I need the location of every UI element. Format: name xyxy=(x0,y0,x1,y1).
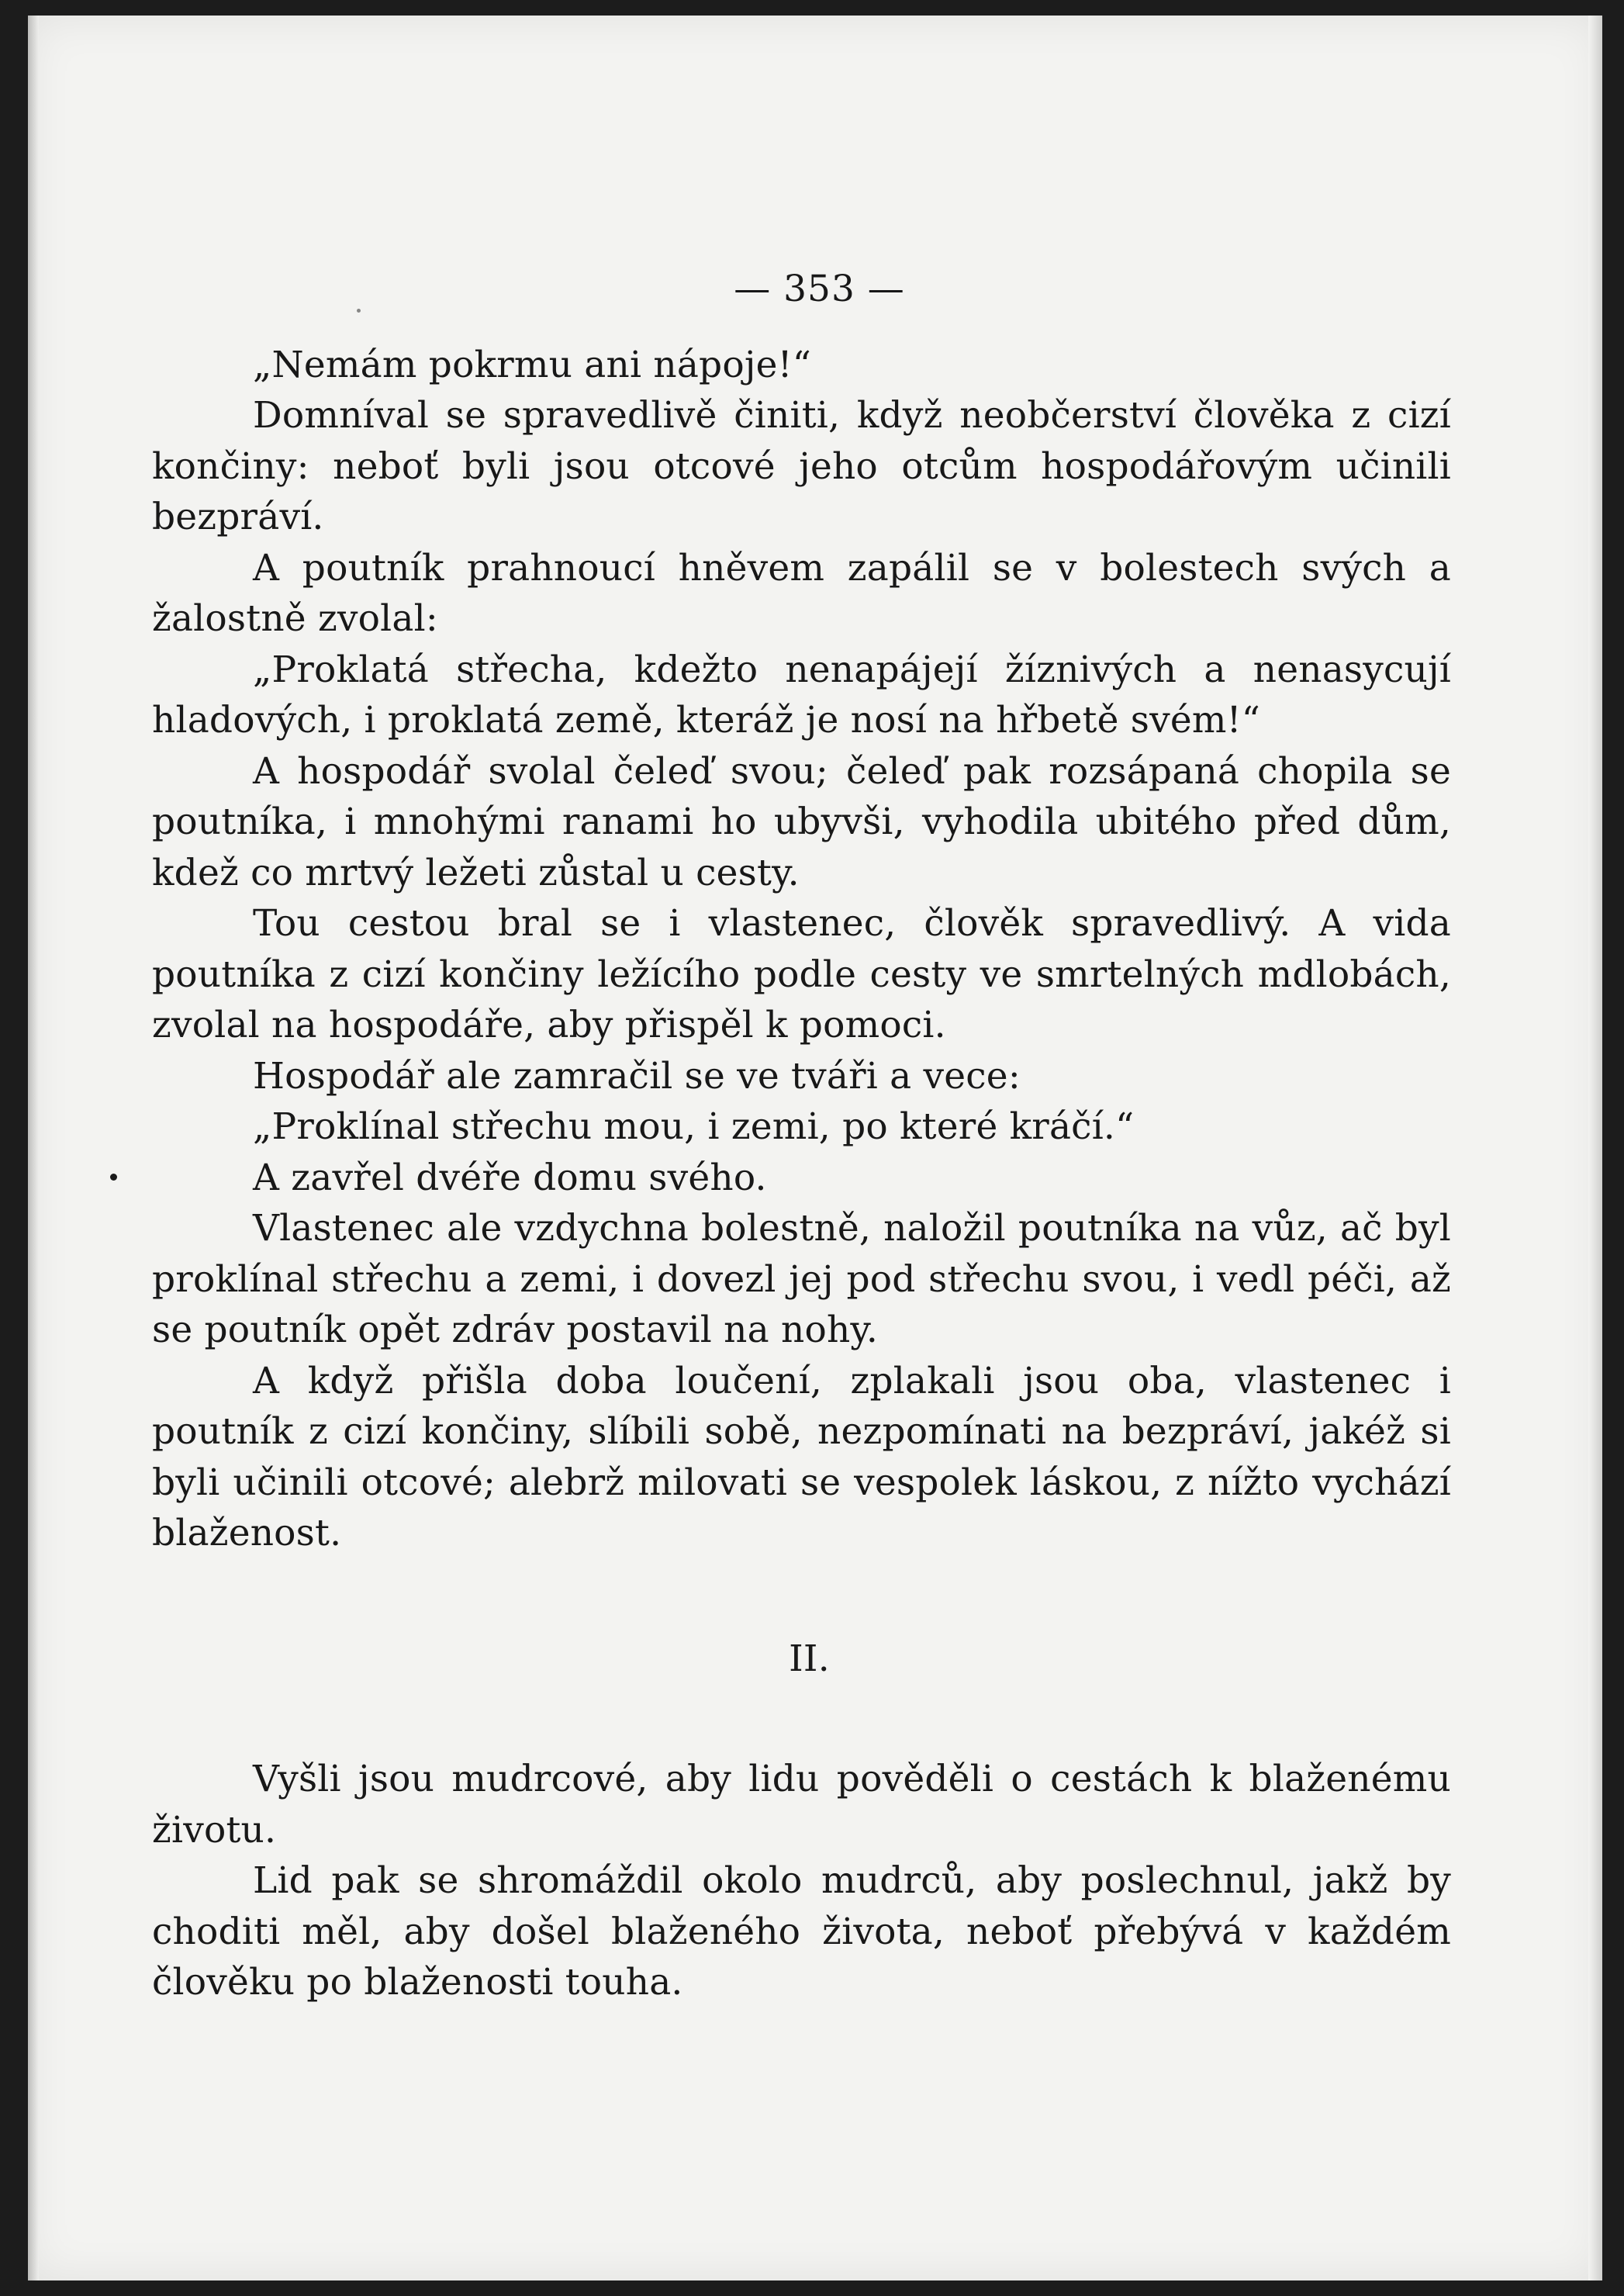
paragraph: Tou cestou bral se i vlastenec, člověk spravedlivý. A vida poutníka z cizí končiny ležícího podle cesty ve smrtelných mdlobách, zvolal na hospodáře, aby přispěl k pomoci. xyxy=(152,902,1451,1046)
paragraph: Lid pak se shromáždil okolo mudrců, aby poslechnul, jakž by choditi měl, aby došel blaženého života, neboť přebývá v každém člověku po blaženosti touha. xyxy=(152,1859,1451,2004)
book-page xyxy=(28,16,1602,2280)
paragraph: Hospodář ale zamračil se ve tváři a vece: xyxy=(253,1054,1021,1098)
paragraph: „Proklatá střecha, kdežto nenapájejí žíznivých a nenasycují hladových, i proklatá země, kteráž je nosí na hřbetě svém!“ xyxy=(152,648,1451,742)
paragraph: „Proklínal střechu mou, i zemi, po které kráčí.“ xyxy=(253,1105,1135,1148)
paragraph: A poutník prahnoucí hněvem zapálil se v bolestech svých a žalostně zvolal: xyxy=(152,546,1451,640)
paragraph: „Nemám pokrmu ani nápoje!“ xyxy=(253,343,811,386)
print-speck xyxy=(110,1174,117,1181)
section-heading: II. xyxy=(789,1637,830,1680)
page-gutter-shadow xyxy=(28,16,39,2280)
page-number: — 353 — xyxy=(734,268,905,310)
paragraph: A když přišla doba loučení, zplakali jsou oba, vlastenec i poutník z cizí končiny, slíbili sobě, nezpomínati na bezpráví, jakéž si byli učinili otcové; alebrž milovati se vespolek láskou, z nížto vychází blaženost. xyxy=(152,1359,1451,1554)
paragraph: Domníval se spravedlivě činiti, když neobčerství člověka z cizí končiny: neboť byli jsou otcové jeho otcům hospodářovým učinili bezpráví. xyxy=(152,394,1451,538)
paragraph: A hospodář svolal čeleď svou; čeleď pak rozsápaná chopila se poutníka, i mnohými ranami ho ubyvši, vyhodila ubitého před dům, kdež co mrtvý ležeti zůstal u cesty. xyxy=(152,749,1451,894)
paragraph: Vlastenec ale vzdychna bolestně, naložil poutníka na vůz, ač byl proklínal střechu a zemi, i dovezl jej pod střechu svou, i vedl péči, až se poutník opět zdráv postavil na nohy. xyxy=(152,1207,1451,1351)
paragraph: A zavřel dvéře domu svého. xyxy=(253,1156,767,1199)
paragraph: Vyšli jsou mudrcové, aby lidu pověděli o cestách k blaženému životu. xyxy=(152,1758,1451,1852)
page-text xyxy=(152,264,1451,2008)
page-edge-shadow xyxy=(1588,16,1602,2280)
